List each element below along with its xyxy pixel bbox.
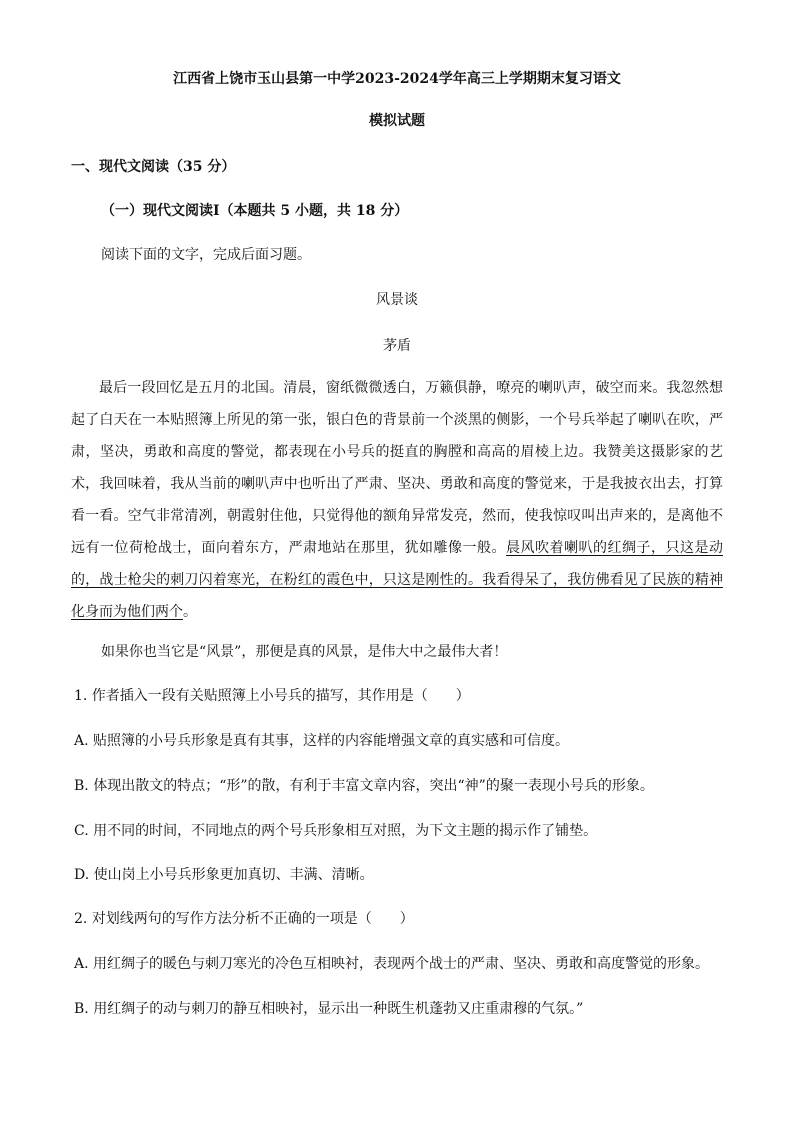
question-1-option-a: A. 贴照簿的小号兵形象是真有其事，这样的内容能增强文章的真实感和可信度。 <box>74 733 570 749</box>
question-1-option-d: D. 使山岗上小号兵形象更加真切、丰满、清晰。 <box>74 867 374 883</box>
question-2-stem: 2. 对划线两句的写作方法分析不正确的一项是（ ） <box>74 911 414 927</box>
article-paragraph-1 <box>71 372 723 628</box>
article-title: 风景谈 <box>376 292 418 308</box>
reading-instruction: 阅读下面的文字，完成后面习题。 <box>101 247 311 263</box>
section-heading: 一、现代文阅读（35 分） <box>71 159 236 175</box>
sub-section-heading: （一）现代文阅读Ⅰ（本题共 5 小题，共 18 分） <box>101 203 409 219</box>
underlined-sentence-a: 晨风吹着喇叭的红绸子，只这是动的，战士枪尖的刺刀闪着寒光，在粉红的霞色中，只这是刚性的。 <box>71 540 723 588</box>
document-title-line1: 江西省上饶市玉山县第一中学2023-2024学年高三上学期期末复习语文 <box>173 71 621 87</box>
underlined-sentence-b: 我看得呆了，我仿佛看见了民族的精神化身而为他们两个 <box>71 572 724 620</box>
question-1-option-c: C. 用不同的时间，不同地点的两个号兵形象相互对照，为下文主题的揭示作了铺垫。 <box>74 823 598 839</box>
question-2-option-a: A. 用红绸子的暖色与刺刀寒光的冷色互相映衬，表现两个战士的严肃、坚决、勇敢和高度警觉的形象。 <box>74 956 710 972</box>
question-1-stem: 1. 作者插入一段有关贴照簿上小号兵的描写，其作用是（ ） <box>74 688 470 704</box>
article-paragraph-2: 如果你也当它是“风景”，那便是真的风景，是伟大中之最伟大者！ <box>101 644 508 660</box>
question-2-option-b: B. 用红绸子的动与刺刀的静互相映衬，显示出一种既生机蓬勃又庄重肃穆的气氛。” <box>74 1001 584 1017</box>
article-author: 茅盾 <box>383 338 411 354</box>
paragraph-1-text: 最后一段回忆是五月的北国。清晨，窗纸微微透白，万籁俱静，嘹亮的喇叭声，破空而来。我忽然想起了白天在一本贴照簿上所见的第一张，银白色的背景前一个淡黑的侧影，一个号兵举起了喇叭在吹，严肃，坚决，勇敢和高度的警觉，都表现在小号兵的挺直的胸膛和高高的眉棱上边。我赞美这摄影家的艺术，我回味着，我从当前的喇叭声中也听出了严肃、坚决、勇敢和高度的警觉来，于是我披衣出去，打算看一看。空气非常清冽，朝霞射住他，只觉得他的额角异常发亮，然而，使我惊叹叫出声来的，是离他不远有一位荷枪战士，面向着东方，严肃地站在那里，犹如雕像一般。 <box>71 380 723 556</box>
document-title-line2: 模拟试题 <box>369 113 425 129</box>
paragraph-1-end: 。 <box>183 604 197 620</box>
question-1-option-b: B. 体现出散文的特点；“形”的散，有利于丰富文章内容，突出“神”的聚一表现小号兵的形象。 <box>74 778 654 794</box>
